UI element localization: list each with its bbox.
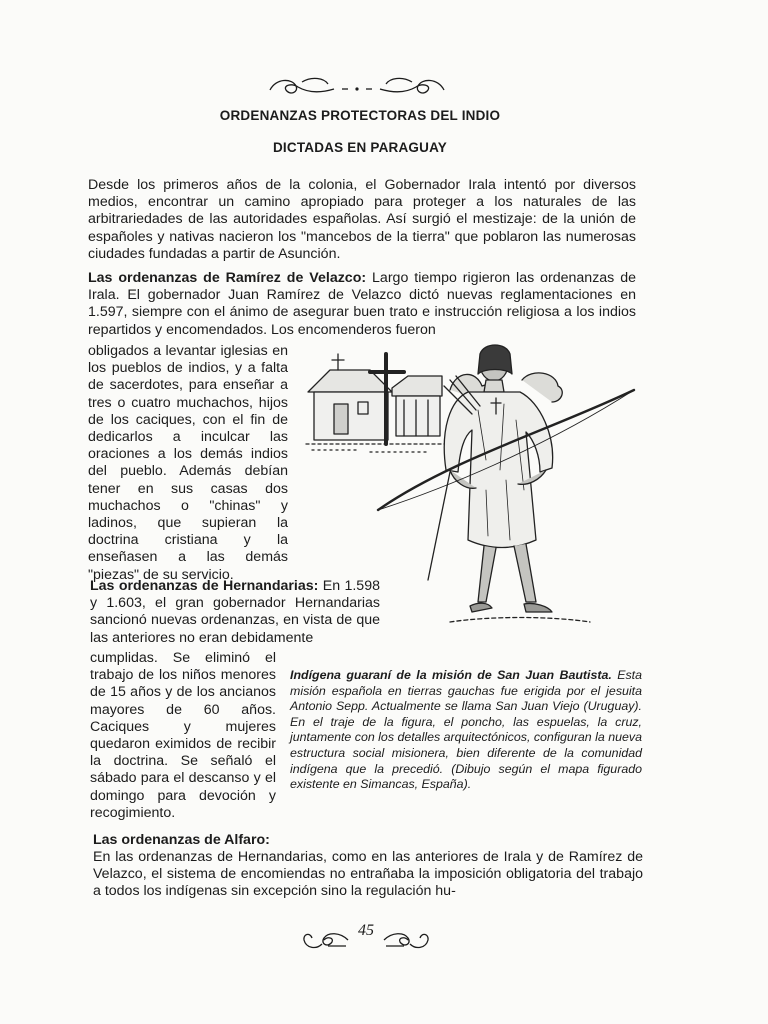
flourish-left-icon	[300, 926, 350, 952]
page-title: ORDENANZAS PROTECTORAS DEL INDIO	[219, 108, 501, 123]
page-footer	[300, 920, 430, 956]
hernandarias-paragraph	[90, 578, 380, 647]
velazco-text-top: Largo tiempo rigieron las ordenanzas de Irala. El gobernador Juan Ramírez de Velazco dictó nuevas reglamentaciones en 1.597, siempre con el ánimo de asegurar buen trato e instrucción religiosa a los indios repartidos y encomendados. Los encomenderos fueron	[88, 270, 636, 338]
hernandarias-heading: Las ordenanzas de Hernandarias:	[90, 578, 319, 594]
page-subtitle: DICTADAS EN PARAGUAY	[272, 140, 447, 155]
hernandarias-text-head: En 1.598 y 1.603, el gran gobernador Hernandarias sancionó nuevas ordenanzas, en vista de que las anteriores no eran debidamente	[90, 578, 380, 646]
illustration-caption	[290, 668, 642, 793]
velazco-text-side: obligados a levantar iglesias en los pueblos de indios, y a falta de sacerdotes, para enseñar a tres o cuatro muchachos, hijos de los caciques, con el fin de dedicarlos a inculcar las oraciones a los demás indios del pueblo. Además debían tener en sus casas dos muchachos o "chinas" y ladinos, que supieran la doctrina cristiana y la enseñasen a las demás "piezas" de su servicio.	[88, 343, 288, 583]
hernandarias-text-side: cumplidas. Se eliminó el trabajo de los niños menores de 15 años y de los ancianos mayores de 60 años. Caciques y mujeres quedaron eximidos de recibir la doctrina. Se señaló el sábado para el descanso y el domingo para devoción y recogimiento.	[90, 650, 276, 821]
flourish-right-icon	[382, 926, 432, 952]
velazco-heading: Las ordenanzas de Ramírez de Velazco:	[88, 270, 367, 286]
caption-title: Indígena guaraní de la misión de San Juan Bautista.	[290, 668, 612, 682]
intro-paragraph: Desde los primeros años de la colonia, el Gobernador Irala intentó por diversos medios, encontrar un camino apropiado para proteger a los naturales de las arbitrariedades de las autoridades españolas. Así surgió el mestizaje: de la unión de españoles y nativas nacieron los "mancebos de la tierra" que poblaron las numerosas ciudades fundadas a partir de Asunción.	[88, 177, 636, 262]
caption-text: Esta misión española en tierras gauchas fue erigida por el jesuita Antonio Sepp. Actualmente se llama San Juan Viejo (Uruguay). En el traje de la figura, el poncho, las espuelas, la cruz, juntamente con los detalles arquitectónicos, configuran la nueva estructura social misionera, bien diferente de la comunidad indígena que la precedió. (Dibujo según el mapa figurado existente en Simancas, España).	[290, 668, 642, 792]
alfaro-text: En las ordenanzas de Hernandarias, como en las anteriores de Irala y de Ramírez de Velazco, el sistema de encomiendas no entrañaba la imposición obligatoria del trabajo a todos los indígenas sin excepción sino la regulación hu-	[93, 849, 643, 900]
alfaro-heading: Las ordenanzas de Alfaro:	[93, 832, 270, 848]
flourish-ornament-icon	[262, 72, 452, 102]
velazco-paragraph	[88, 270, 636, 339]
page-number: 45	[358, 922, 374, 939]
